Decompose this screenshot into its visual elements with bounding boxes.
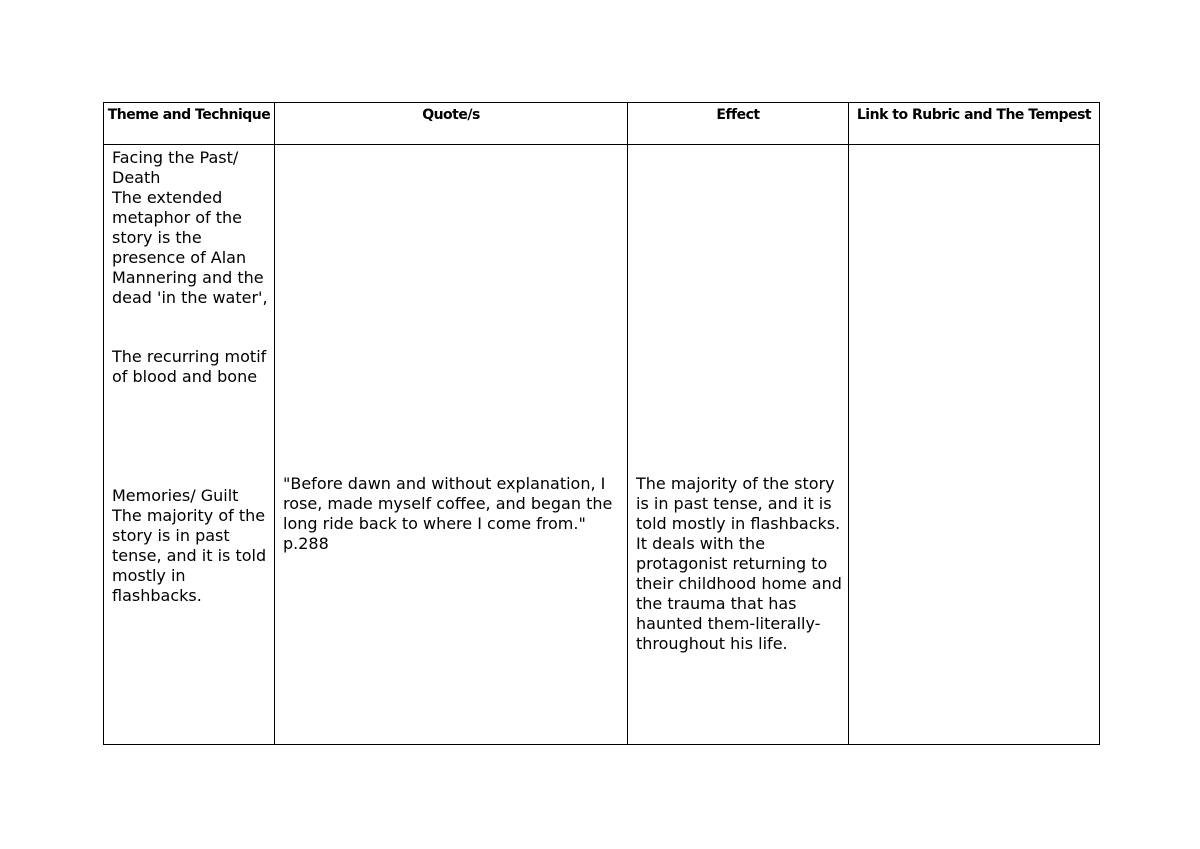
- header-theme-and-technique: Theme and Technique: [104, 103, 275, 145]
- theme-heading: Facing the Past/ Death: [112, 148, 239, 187]
- theme-block-blood-and-bone: [112, 347, 270, 387]
- header-effect: Effect: [628, 103, 849, 145]
- link-cell: [849, 145, 1100, 745]
- effect-text: The majority of the story is in past tense, and it is told mostly in flashbacks. It deals with the protagonist returning to their childhood home and the trauma that has haunted them-literally- throughout his life.: [636, 474, 842, 653]
- analysis-table: [103, 102, 1100, 745]
- table-row: [104, 145, 1100, 745]
- theme-block-memories-guilt: [112, 486, 270, 606]
- theme-block-facing-the-past: [112, 148, 270, 308]
- theme-description: The majority of the story is in past tense, and it is told mostly in flashbacks.: [112, 506, 267, 605]
- quote-cell: [275, 145, 628, 745]
- header-quotes: Quote/s: [275, 103, 628, 145]
- header-link-to-rubric: Link to Rubric and The Tempest: [849, 103, 1100, 145]
- theme-description: The recurring motif of blood and bone: [112, 347, 267, 386]
- theme-heading: Memories/ Guilt: [112, 486, 239, 505]
- quote-text: "Before dawn and without explanation, I rose, made myself coffee, and began the long ride back to where I come from." p.288: [283, 474, 613, 553]
- theme-description: The extended metaphor of the story is the presence of Alan Mannering and the dead 'in the water',: [112, 188, 268, 307]
- effect-cell: [628, 145, 849, 745]
- theme-cell: [104, 145, 275, 745]
- table-header-row: [104, 103, 1100, 145]
